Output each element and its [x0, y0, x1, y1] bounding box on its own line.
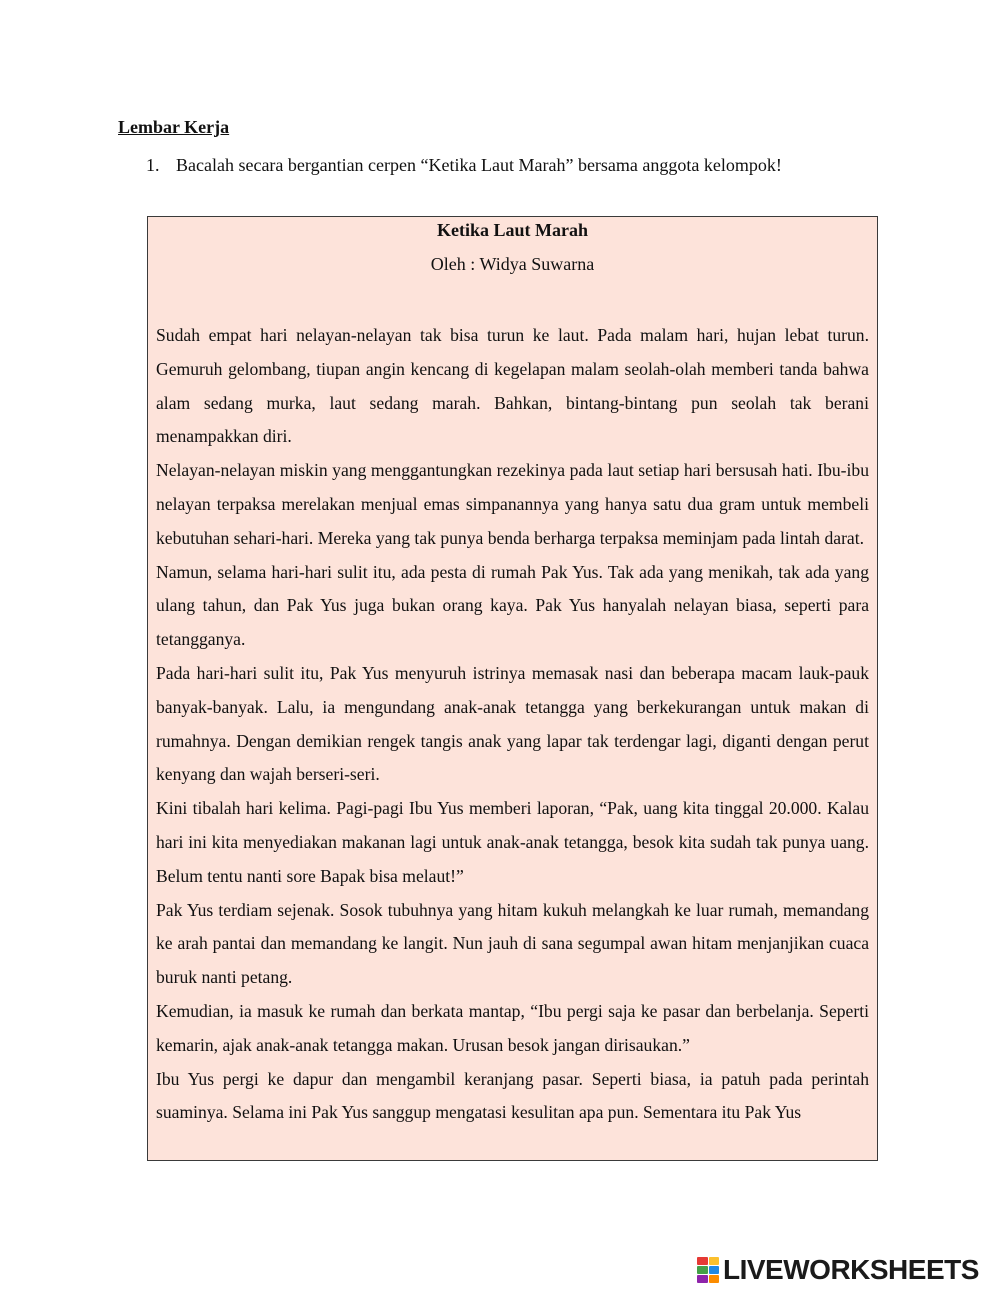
- instruction-item: [146, 155, 782, 176]
- story-paragraph: Ibu Yus pergi ke dapur dan mengambil keranjang pasar. Seperti biasa, ia patuh pada perintah suaminya. Selama ini Pak Yus sanggup mengatasi kesulitan apa pun. Sementara itu Pak Yus: [156, 1068, 869, 1123]
- logo-icon-block: [697, 1275, 708, 1283]
- logo-icon-block: [709, 1257, 720, 1265]
- story-paragraph: Nelayan-nelayan miskin yang menggantungkan rezekinya pada laut setiap hari bersusah hati. Ibu-ibu nelayan terpaksa merelakan menjual emas simpanannya yang hanya satu dua gram untuk membeli kebutuhan sehari-hari. Mereka yang tak punya benda berharga terpaksa meminjam pada lintah darat.: [156, 460, 869, 548]
- instruction-number: 1.: [146, 155, 160, 175]
- story-author: Oleh : Widya Suwarna: [430, 254, 595, 274]
- story-paragraph: Kemudian, ia masuk ke rumah dan berkata mantap, “Ibu pergi saja ke pasar dan berbelanja. Seperti kemarin, ajak anak-anak tetangga makan. Urusan besok jangan dirisaukan.”: [156, 1000, 869, 1055]
- liveworksheets-logo[interactable]: [697, 1254, 979, 1286]
- worksheet-heading: Lembar Kerja: [118, 117, 230, 137]
- story-box: [147, 216, 878, 1161]
- story-paragraph: Pak Yus terdiam sejenak. Sosok tubuhnya yang hitam kukuh melangkah ke luar rumah, memandang ke arah pantai dan memandang ke langit. Nun jauh di sana segumpal awan hitam menjanjikan cuaca buruk nanti petang.: [156, 899, 869, 988]
- logo-icon-block: [709, 1266, 720, 1274]
- logo-text: LIVEWORKSHEETS: [723, 1254, 979, 1285]
- logo-icon-block: [697, 1266, 708, 1274]
- story-body: [148, 319, 877, 1130]
- logo-icon-block: [709, 1275, 720, 1283]
- liveworksheets-logo-icon: [697, 1257, 719, 1283]
- logo-icon-block: [697, 1257, 708, 1265]
- instruction-text: Bacalah secara bergantian cerpen “Ketika Laut Marah” bersama anggota kelompok!: [176, 155, 782, 175]
- story-paragraph: Sudah empat hari nelayan-nelayan tak bisa turun ke laut. Pada malam hari, hujan lebat turun. Gemuruh gelombang, tiupan angin kencang di kegelapan malam seolah-olah memberi tanda bahwa alam sedang murka, laut sedang marah. Bahkan, bintang-bintang pun seolah tak berani menampakkan diri.: [156, 325, 869, 447]
- story-title: Ketika Laut Marah: [437, 220, 588, 240]
- story-paragraph: Namun, selama hari-hari sulit itu, ada pesta di rumah Pak Yus. Tak ada yang menikah, tak ada yang ulang tahun, dan Pak Yus juga bukan orang kaya. Pak Yus hanyalah nelayan biasa, seperti para tetangganya.: [156, 561, 869, 650]
- story-paragraph: Pada hari-hari sulit itu, Pak Yus menyuruh istrinya memasak nasi dan beberapa macam lauk-pauk banyak-banyak. Lalu, ia mengundang anak-anak tetangga yang berkekurangan untuk makan di rumahnya. Dengan demikian rengek tangis anak yang lapar tak terdengar lagi, diganti dengan perut kenyang dan wajah berseri-seri.: [156, 662, 869, 785]
- story-paragraph: Kini tibalah hari kelima. Pagi-pagi Ibu Yus memberi laporan, “Pak, uang kita tinggal 20.000. Kalau hari ini kita menyediakan makanan lagi untuk anak-anak tetangga, besok kita sudah tak punya uang. Belum tentu nanti sore Bapak bisa melaut!”: [156, 798, 869, 886]
